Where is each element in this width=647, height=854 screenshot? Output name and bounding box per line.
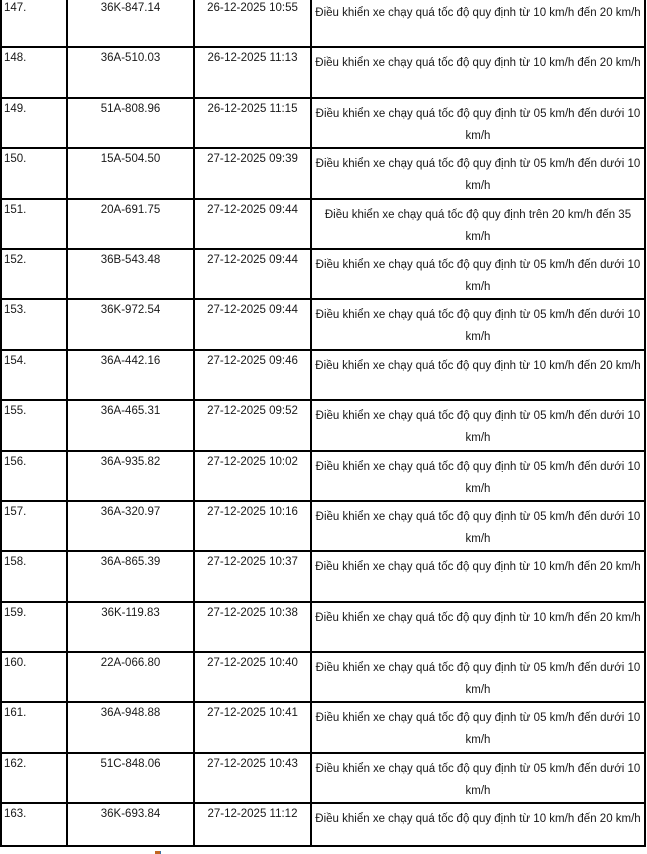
license-plate-cell: 22A-066.80 <box>67 652 194 702</box>
table-row <box>1 803 645 846</box>
violation-text-cell: Điều khiển xe chạy quá tốc độ quy định từ 10 km/h đến 20 km/h <box>311 803 645 846</box>
license-plate-cell: 36K-693.84 <box>67 803 194 846</box>
table-row <box>1 652 645 702</box>
violation-text-cell: Điều khiển xe chạy quá tốc độ quy định từ 10 km/h đến 20 km/h <box>311 350 645 400</box>
row-index-cell: 149. <box>1 98 67 148</box>
violation-text-cell: Điều khiển xe chạy quá tốc độ quy định từ 05 km/h đến dưới 10 km/h <box>311 299 645 349</box>
license-plate-cell: 36A-510.03 <box>67 47 194 97</box>
violation-text-cell: Điều khiển xe chạy quá tốc độ quy định từ 10 km/h đến 20 km/h <box>311 47 645 97</box>
table-row <box>1 602 645 652</box>
license-plate-cell: 51C-848.06 <box>67 753 194 803</box>
table-row <box>1 249 645 299</box>
violation-text-cell: Điều khiển xe chạy quá tốc độ quy định từ 05 km/h đến dưới 10 km/h <box>311 249 645 299</box>
violation-text-cell: Điều khiển xe chạy quá tốc độ quy định từ 05 km/h đến dưới 10 km/h <box>311 451 645 501</box>
table-row <box>1 350 645 400</box>
license-plate-cell: 36A-320.97 <box>67 501 194 551</box>
datetime-cell: 26-12-2025 11:15 <box>194 98 311 148</box>
datetime-cell: 27-12-2025 10:02 <box>194 451 311 501</box>
table-row <box>1 199 645 249</box>
row-index-cell: 160. <box>1 652 67 702</box>
row-index-cell: 151. <box>1 199 67 249</box>
row-index-cell: 161. <box>1 702 67 752</box>
table-row <box>1 451 645 501</box>
row-index-cell: 162. <box>1 753 67 803</box>
violations-table-body <box>1 0 645 846</box>
row-index-cell: 150. <box>1 148 67 198</box>
violation-text-cell: Điều khiển xe chạy quá tốc độ quy định từ 10 km/h đến 20 km/h <box>311 602 645 652</box>
violation-text-cell: Điều khiển xe chạy quá tốc độ quy định từ 05 km/h đến dưới 10 km/h <box>311 400 645 450</box>
datetime-cell: 27-12-2025 09:44 <box>194 249 311 299</box>
row-index-cell: 158. <box>1 551 67 601</box>
datetime-cell: 27-12-2025 09:46 <box>194 350 311 400</box>
license-plate-cell: 36K-847.14 <box>67 0 194 47</box>
license-plate-cell: 36A-935.82 <box>67 451 194 501</box>
datetime-cell: 27-12-2025 09:52 <box>194 400 311 450</box>
license-plate-cell: 20A-691.75 <box>67 199 194 249</box>
violation-text-cell: Điều khiển xe chạy quá tốc độ quy định từ 05 km/h đến dưới 10 km/h <box>311 702 645 752</box>
violation-text-cell: Điều khiển xe chạy quá tốc độ quy định từ 05 km/h đến dưới 10 km/h <box>311 753 645 803</box>
license-plate-cell: 36B-543.48 <box>67 249 194 299</box>
datetime-cell: 26-12-2025 11:13 <box>194 47 311 97</box>
violation-text-cell: Điều khiển xe chạy quá tốc độ quy định từ 10 km/h đến 20 km/h <box>311 0 645 47</box>
datetime-cell: 27-12-2025 09:44 <box>194 199 311 249</box>
table-row <box>1 551 645 601</box>
violation-text-cell: Điều khiển xe chạy quá tốc độ quy định từ 10 km/h đến 20 km/h <box>311 551 645 601</box>
row-index-cell: 147. <box>1 0 67 47</box>
table-row <box>1 753 645 803</box>
license-plate-cell: 36A-465.31 <box>67 400 194 450</box>
license-plate-cell: 36A-442.16 <box>67 350 194 400</box>
datetime-cell: 27-12-2025 10:43 <box>194 753 311 803</box>
license-plate-cell: 36K-119.83 <box>67 602 194 652</box>
row-index-cell: 154. <box>1 350 67 400</box>
datetime-cell: 27-12-2025 10:37 <box>194 551 311 601</box>
violation-text-cell: Điều khiển xe chạy quá tốc độ quy định từ 05 km/h đến dưới 10 km/h <box>311 148 645 198</box>
violation-text-cell: Điều khiển xe chạy quá tốc độ quy định trên 20 km/h đến 35 km/h <box>311 199 645 249</box>
table-row <box>1 501 645 551</box>
table-row <box>1 148 645 198</box>
datetime-cell: 27-12-2025 10:16 <box>194 501 311 551</box>
datetime-cell: 27-12-2025 09:44 <box>194 299 311 349</box>
table-row <box>1 400 645 450</box>
license-plate-cell: 36A-948.88 <box>67 702 194 752</box>
row-index-cell: 148. <box>1 47 67 97</box>
row-index-cell: 159. <box>1 602 67 652</box>
violation-text-cell: Điều khiển xe chạy quá tốc độ quy định từ 05 km/h đến dưới 10 km/h <box>311 98 645 148</box>
datetime-cell: 27-12-2025 10:38 <box>194 602 311 652</box>
table-row <box>1 98 645 148</box>
row-index-cell: 156. <box>1 451 67 501</box>
license-plate-cell: 51A-808.96 <box>67 98 194 148</box>
license-plate-cell: 15A-504.50 <box>67 148 194 198</box>
table-row <box>1 702 645 752</box>
datetime-cell: 27-12-2025 10:40 <box>194 652 311 702</box>
datetime-cell: 27-12-2025 10:41 <box>194 702 311 752</box>
table-row <box>1 299 645 349</box>
table-row <box>1 47 645 97</box>
datetime-cell: 26-12-2025 10:55 <box>194 0 311 47</box>
violation-text-cell: Điều khiển xe chạy quá tốc độ quy định từ 05 km/h đến dưới 10 km/h <box>311 501 645 551</box>
table-row <box>1 0 645 47</box>
row-index-cell: 157. <box>1 501 67 551</box>
license-plate-cell: 36A-865.39 <box>67 551 194 601</box>
row-index-cell: 163. <box>1 803 67 846</box>
row-index-cell: 155. <box>1 400 67 450</box>
datetime-cell: 27-12-2025 09:39 <box>194 148 311 198</box>
datetime-cell: 27-12-2025 11:12 <box>194 803 311 846</box>
row-index-cell: 153. <box>1 299 67 349</box>
license-plate-cell: 36K-972.54 <box>67 299 194 349</box>
violation-text-cell: Điều khiển xe chạy quá tốc độ quy định từ 05 km/h đến dưới 10 km/h <box>311 652 645 702</box>
row-index-cell: 152. <box>1 249 67 299</box>
